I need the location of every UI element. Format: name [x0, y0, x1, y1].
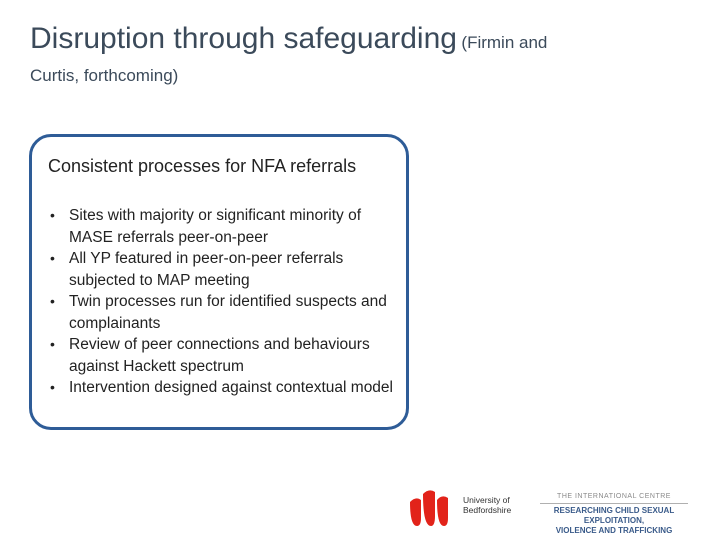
university-line2: Bedfordshire: [463, 505, 512, 515]
centre-line2: VIOLENCE AND TRAFFICKING: [555, 526, 673, 535]
bullet-text: Review of peer connections and behaviours against Hackett spectrum: [69, 336, 370, 375]
bullet-text: Intervention designed against contextual model: [69, 379, 393, 396]
bullet-dot-icon: •: [50, 379, 55, 395]
centre-divider: [540, 503, 688, 504]
title-citation-cont: Curtis, forthcoming): [30, 66, 179, 85]
bullet-dot-icon: •: [50, 293, 55, 309]
centre-logo: [534, 492, 694, 535]
title-main: Disruption through safeguarding: [30, 22, 457, 55]
bullet-item: [48, 248, 403, 291]
university-line1: University of: [463, 495, 510, 505]
bullet-dot-icon: •: [50, 250, 55, 266]
card-heading: Consistent processes for NFA referrals: [48, 156, 357, 176]
bullet-text: All YP featured in peer-on-peer referrals subjected to MAP meeting: [69, 250, 344, 289]
bullet-list: [48, 205, 403, 399]
university-logo: [408, 488, 518, 528]
bullet-text: Sites with majority or significant minority of MASE referrals peer-on-peer: [69, 207, 362, 246]
centre-top-text: THE INTERNATIONAL CENTRE: [557, 493, 671, 500]
bullet-text: Twin processes run for identified suspects and complainants: [69, 293, 387, 332]
bullet-dot-icon: •: [50, 207, 55, 223]
slide-title: [30, 20, 700, 89]
centre-line1: RESEARCHING CHILD SEXUAL EXPLOITATION,: [553, 506, 675, 525]
university-mark-icon: [408, 488, 458, 528]
title-citation: (Firmin and: [461, 33, 548, 52]
bullet-dot-icon: •: [50, 336, 55, 352]
bullet-item: [48, 334, 403, 377]
content-card: [29, 134, 409, 430]
bullet-item: [48, 377, 403, 399]
bullet-item: [48, 291, 403, 334]
bullet-item: [48, 205, 403, 248]
university-name: [463, 495, 523, 515]
